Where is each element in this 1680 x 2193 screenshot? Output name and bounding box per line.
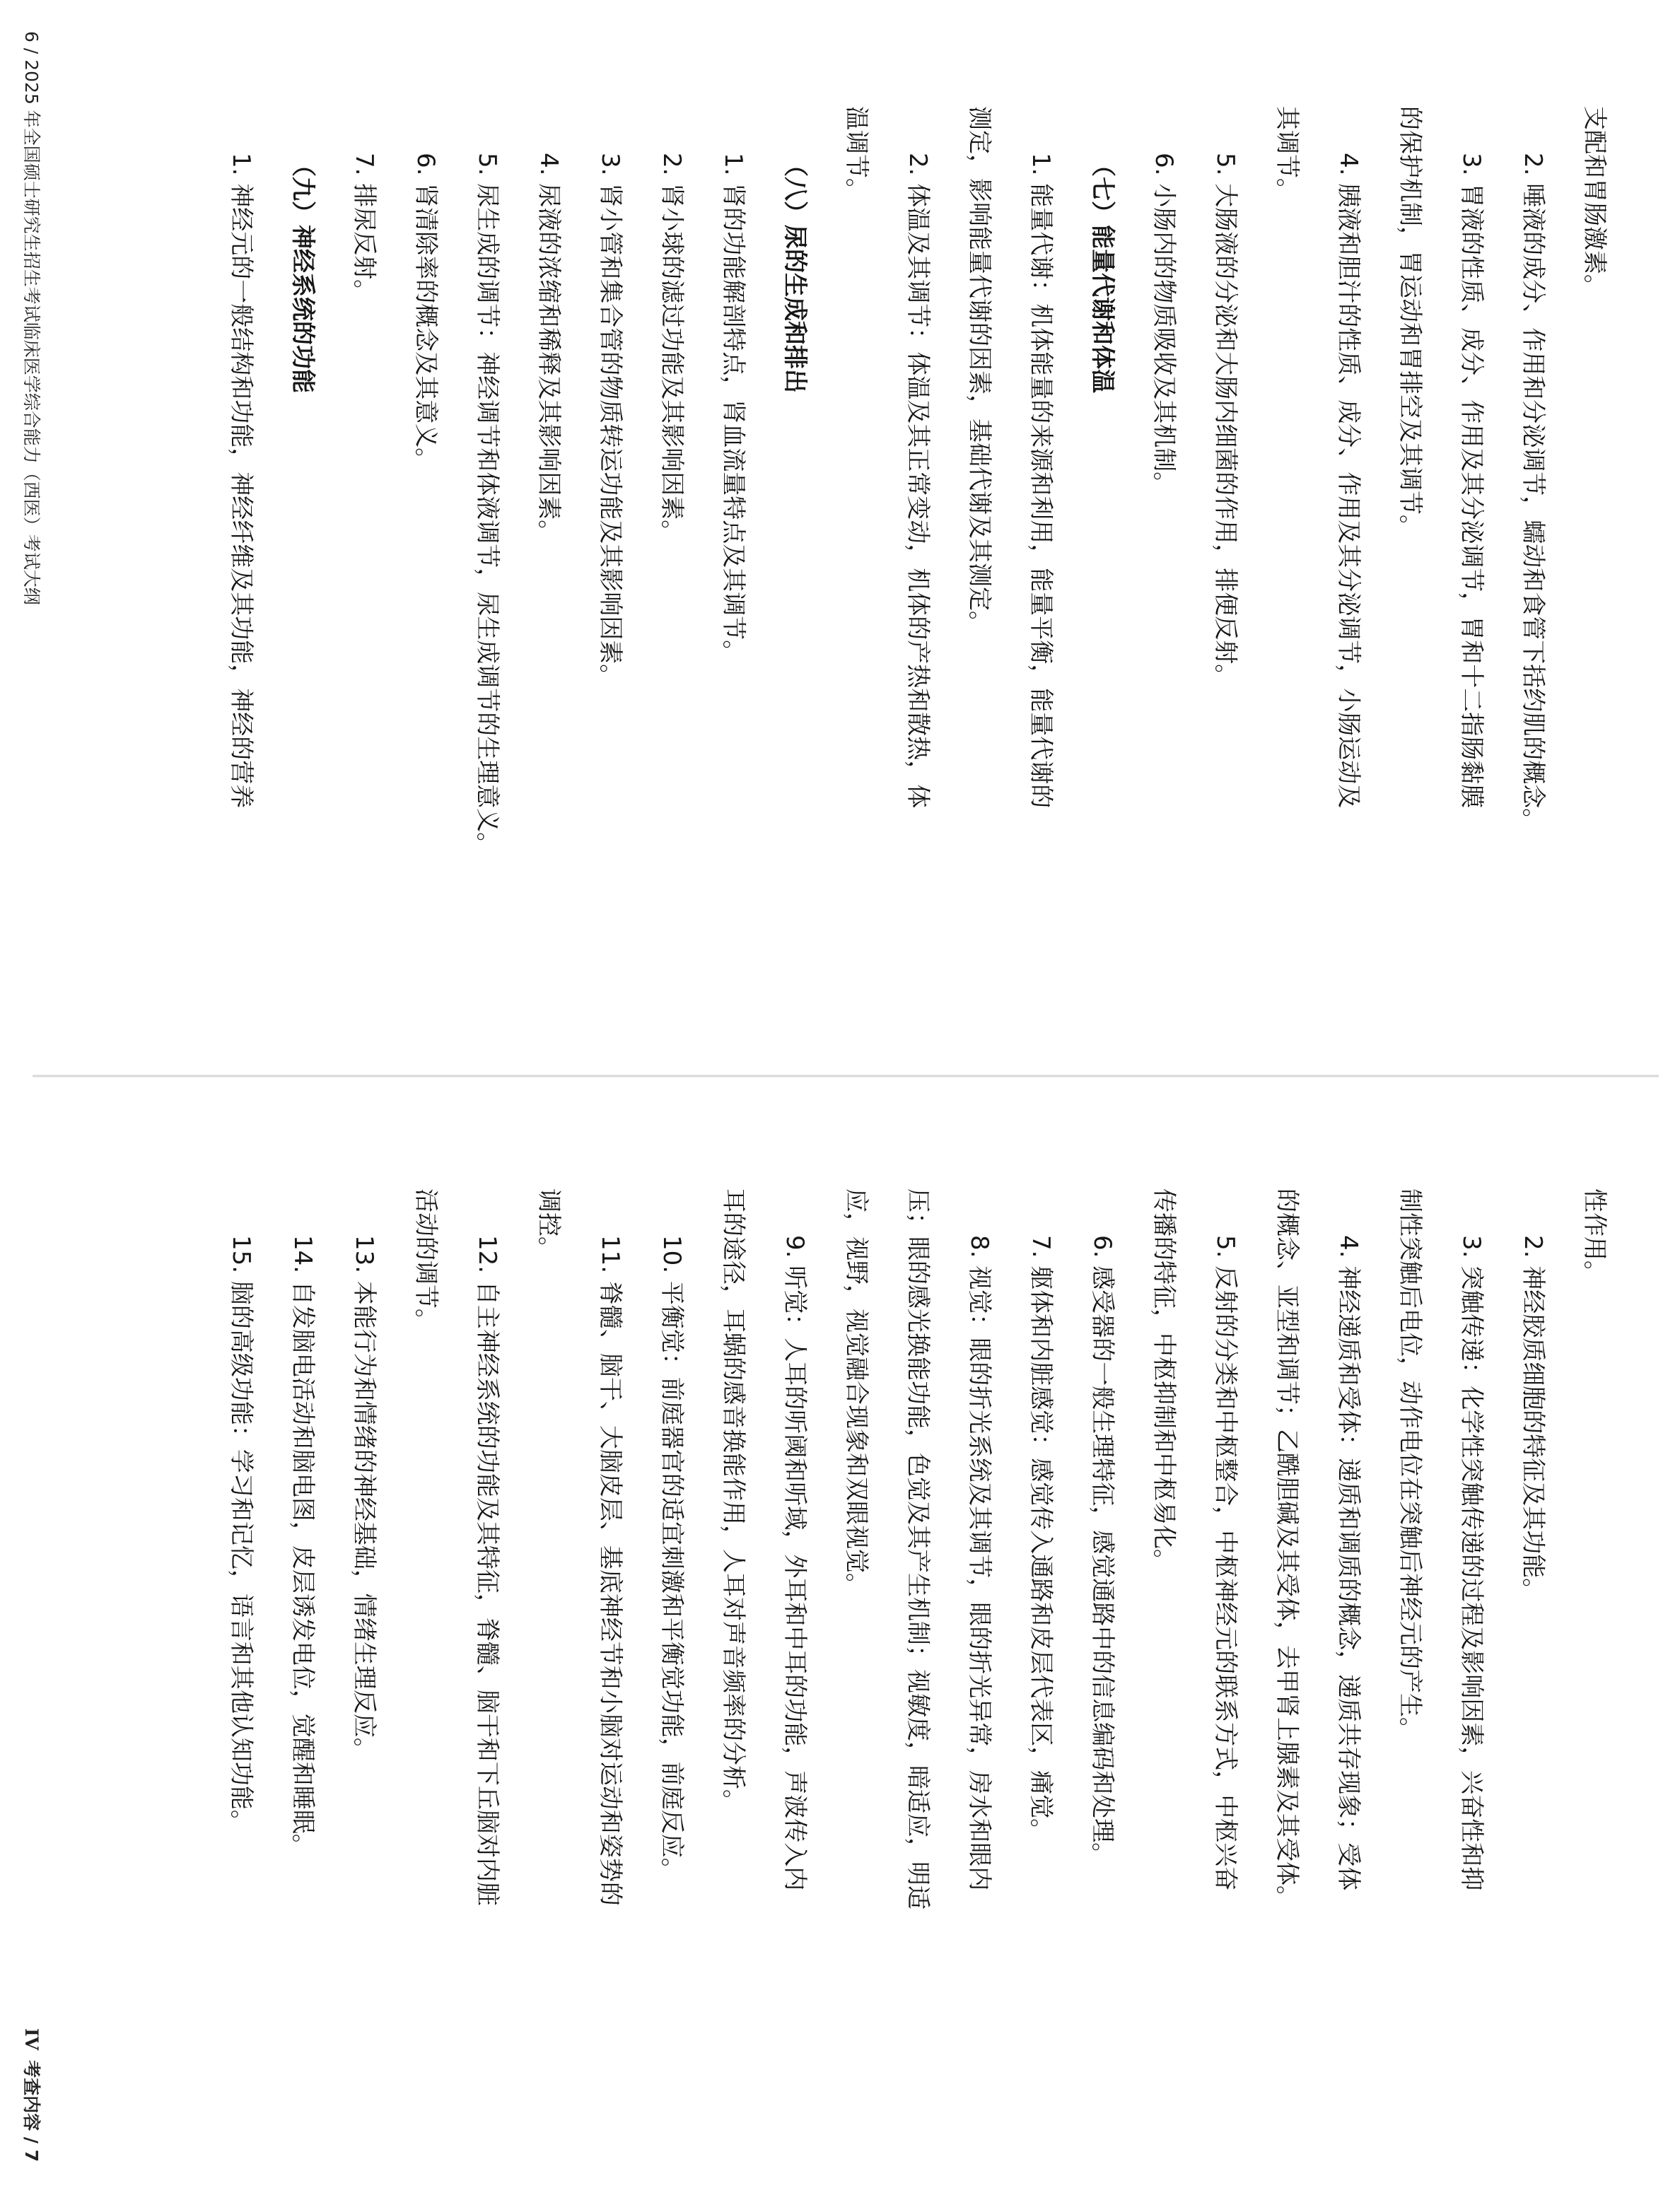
- text-line: 3. 突触传递：化学性突触传递的过程及影响因素，兴奋性和抑: [1457, 1235, 1486, 1891]
- text-line: 调控。: [535, 1188, 563, 1261]
- text-line: 7. 排尿反射。: [350, 153, 378, 304]
- text-line: 8. 视觉：眼的折光系统及其调节，眼的折光异常，房水和眼内: [965, 1235, 993, 1891]
- text-line: 活动的调节。: [412, 1188, 440, 1333]
- left-page-text: [210, 106, 1625, 1018]
- right-page-text: [210, 1188, 1625, 2107]
- text-line: 2. 肾小球的滤过功能及其影响因素。: [658, 153, 686, 544]
- text-line: 1. 肾的功能解剖特点，肾血流量特点及其调节。: [719, 153, 747, 665]
- text-line: 7. 躯体和内脏感觉：感觉传入通路和皮层代表区，痛觉。: [1027, 1235, 1055, 1843]
- text-line: 2. 体温及其调节：体温及其正常变动，机体的产热和散热，体: [904, 153, 932, 809]
- text-line: 耳的途径，耳蜗的感音换能作用，人耳对声音频率的分析。: [719, 1188, 747, 1813]
- text-line: 3. 胃液的性质、成分、作用及其分泌调节，胃和十二指肠黏膜: [1457, 153, 1486, 809]
- text-line: 15. 脑的高级功能：学习和记忆，语言和其他认知功能。: [227, 1235, 255, 1834]
- text-line: 制性突触后电位，动作电位在突触后神经元的产生。: [1396, 1188, 1424, 1741]
- text-line: 温调节。: [842, 106, 870, 202]
- text-line: 的保护机制，胃运动和胃排空及其调节。: [1396, 106, 1424, 539]
- text-line: 6. 肾清除率的概念及其意义。: [412, 153, 440, 472]
- text-line: 5. 大肠液的分泌和大肠内细菌的作用，排便反射。: [1211, 153, 1239, 689]
- text-line: 4. 胰液和胆汁的性质、成分、作用及其分泌调节，小肠运动及: [1334, 153, 1363, 809]
- text-line: 6. 感受器的一般生理特征，感觉通路中的信息编码和处理。: [1088, 1235, 1116, 1867]
- footer-roman-numeral: IV: [21, 2028, 42, 2051]
- text-line: 11. 脊髓、脑干、大脑皮层、基底神经节和小脑对运动和姿势的: [596, 1235, 624, 1906]
- text-line: 12. 自主神经系统的功能及其特征，脊髓、脑干和下丘脑对内脏: [473, 1235, 501, 1906]
- left-page-footer: 6 / 2025 年全国硕士研究生招生考试临床医学综合能力（西医）考试大纲: [21, 31, 42, 605]
- text-line: 测定，影响能量代谢的因素，基础代谢及其测定。: [965, 106, 993, 635]
- text-line: 4. 尿液的浓缩和稀释及其影响因素。: [535, 153, 563, 544]
- text-line: 9. 听觉：人耳的听阈和听域，外耳和中耳的功能，声波传入内: [781, 1235, 809, 1891]
- text-line: 5. 反射的分类和中枢整合，中枢神经元的联系方式，中枢兴奋: [1211, 1235, 1239, 1891]
- text-line: 1. 神经元的一般结构和功能，神经纤维及其功能，神经的营养: [227, 153, 255, 809]
- text-line: 14. 自发脑电活动和脑电图，皮层诱发电位，觉醒和睡眠。: [288, 1235, 317, 1858]
- text-line: 13. 本能行为和情绪的神经基础，情绪生理反应。: [350, 1235, 378, 1762]
- section-heading: （七）能量代谢和体温: [1088, 153, 1116, 393]
- section-heading: （九）神经系统的功能: [288, 153, 317, 393]
- footer-page-label: 考查内容 / 7: [21, 2060, 42, 2162]
- text-line: 支配和胃肠激素。: [1580, 106, 1609, 298]
- text-line: 4. 神经递质和受体：递质和调质的概念，递质共存现象；受体: [1334, 1235, 1363, 1891]
- section-heading: （八）尿的生成和排出: [781, 153, 809, 393]
- text-line: 2. 神经胶质细胞的特征及其功能。: [1519, 1235, 1547, 1603]
- text-line: 10. 平衡觉：前庭器官的适宜刺激和平衡觉功能，前庭反应。: [658, 1235, 686, 1882]
- text-line: 6. 小肠内的物质吸收及其机制。: [1150, 153, 1178, 496]
- right-page: [0, 1096, 1680, 2193]
- right-page-footer: [20, 2028, 45, 2162]
- text-line: 5. 尿生成的调节：神经调节和体液调节，尿生成调节的生理意义。: [473, 153, 501, 857]
- text-line: 传播的特征，中枢抑制和中枢易化。: [1150, 1188, 1178, 1573]
- text-line: 1. 能量代谢：机体能量的来源和利用，能量平衡，能量代谢的: [1027, 153, 1055, 809]
- text-line: 其调节。: [1273, 106, 1301, 202]
- text-line: 3. 肾小管和集合管的物质转运功能及其影响因素。: [596, 153, 624, 689]
- text-line: 2. 唾液的成分、作用和分泌调节，蠕动和食管下括约肌的概念。: [1519, 153, 1547, 833]
- text-line: 性作用。: [1580, 1188, 1609, 1285]
- page-gutter: [33, 1075, 1659, 1077]
- text-line: 压；眼的感光换能功能，色觉及其产生机制；视敏度，暗适应，明适: [904, 1188, 932, 1910]
- left-page: [0, 0, 1680, 1096]
- text-line: 应，视野，视觉融合现象和双眼视觉。: [842, 1188, 870, 1597]
- text-line: 的概念、亚型和调节；乙酰胆碱及其受体，去甲肾上腺素及其受体。: [1273, 1188, 1301, 1910]
